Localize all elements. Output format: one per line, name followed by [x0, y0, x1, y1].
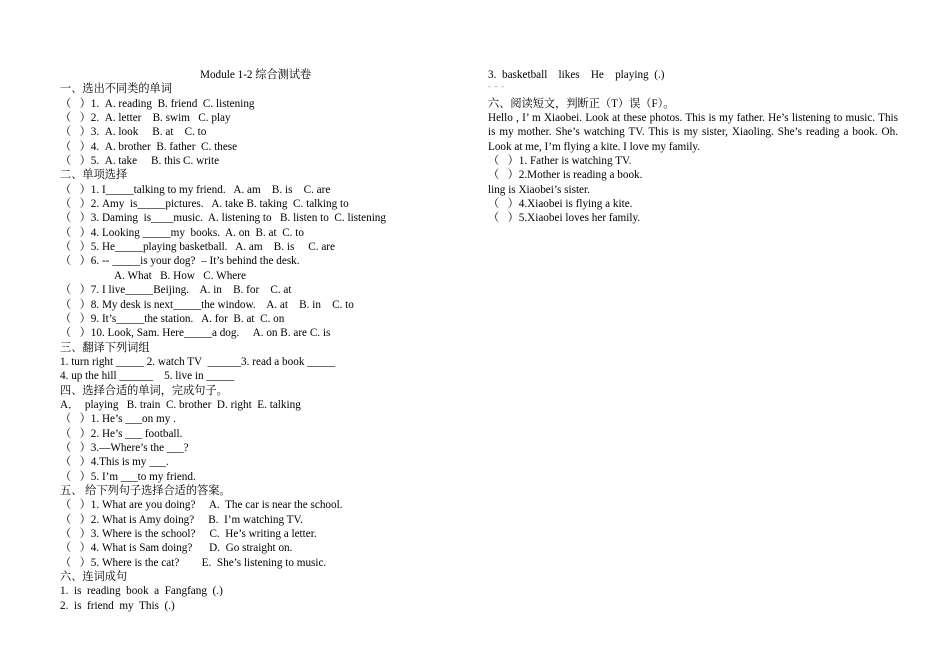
left-column [60, 68, 468, 613]
dash-mark: - - - [488, 82, 505, 92]
question-line: （ ）9. It’s_____the station. A. for B. at C. on [60, 312, 285, 325]
judge-line: ling is Xiaobei’s sister. [488, 183, 590, 196]
section-4-heading: 四、选择合适的单词，完成句子。 [60, 384, 228, 397]
match-line: （ ）5. Where is the cat? E. She’s listening to music. [60, 556, 327, 569]
right-column [488, 68, 898, 226]
question-line: （ ）2. Amy is_____pictures. A. take B. taking C. talking to [60, 198, 349, 211]
question-line: （ ）8. My desk is next_____the window. A. at B. in C. to [60, 298, 354, 311]
section-3-heading: 三、翻译下列词组 [60, 341, 150, 354]
question-line: （ ）1. A. reading B. friend C. listening [60, 97, 255, 110]
sentence-line: 1. is reading book a Fangfang (.) [60, 585, 223, 598]
question-line: （ ）5. A. take B. this C. write [60, 155, 220, 168]
question-line: （ ）10. Look, Sam. Here_____a dog. A. on B. are C. is [60, 327, 331, 340]
match-line: （ ）2. What is Amy doing? B. I’m watching TV. [60, 513, 303, 526]
question-line: （ ）2. A. letter B. swim C. play [60, 112, 231, 125]
question-line: （ ）3.—Where’s the ___? [60, 441, 189, 454]
judge-line: （ ）5.Xiaobei loves her family. [488, 212, 641, 225]
question-line: （ ）6. -- _____is your dog? – It’s behind the desk. [60, 255, 300, 268]
judge-line: （ ）1. Father is watching TV. [488, 155, 632, 168]
question-line: （ ）4. A. brother B. father C. these [60, 140, 238, 153]
reading-passage: Hello , I’ m Xiaobei. Look at these photos. This is my father. He’s listening to music. This is my mother. She’s watching TV. This is my sister, Xiaoling. She’s reading a book. Oh. Look at me, I’m flying a kite. I love my family. [488, 112, 898, 153]
question-line: （ ）5. He_____playing basketball. A. am B. is C. are [60, 241, 335, 254]
question-options: A. What B. How C. Where [114, 269, 246, 282]
question-line: （ ）7. I live_____Beijing. A. in B. for C. at [60, 284, 292, 297]
page-title: Module 1-2 综合测试卷 [200, 69, 312, 81]
question-line: （ ）2. He’s ___ football. [60, 427, 183, 440]
match-line: （ ）1. What are you doing? A. The car is near the school. [60, 499, 343, 512]
question-line: （ ）1. I_____talking to my friend. A. am B. is C. are [60, 183, 331, 196]
question-line: （ ）1. He’s ___on my . [60, 413, 176, 426]
section-1-heading: 一、选出不同类的单词 [60, 83, 172, 96]
section-6-heading: 六、连词成句 [60, 571, 128, 584]
judge-line: （ ）2.Mother is reading a book. [488, 169, 643, 182]
section-2-heading: 二、单项选择 [60, 169, 128, 182]
word-bank: A． playing B. train C. brother D. right E. talking [60, 398, 301, 411]
translation-line: 1. turn right _____ 2. watch TV ______3. read a book _____ [60, 355, 336, 368]
section-5-heading: 五、 给下列句子选择合适的答案。 [60, 484, 231, 497]
sentence-line: 3. basketball likes He playing (.) [488, 69, 665, 81]
question-line: （ ）3. A. look B. at C. to [60, 126, 207, 139]
judge-line: （ ）4.Xiaobei is flying a kite. [488, 198, 633, 211]
question-line: （ ）5. I’m ___to my friend. [60, 470, 196, 483]
match-line: （ ）4. What is Sam doing? D. Go straight on. [60, 542, 293, 555]
question-line: （ ）4. Looking _____my books. A. on B. at C. to [60, 226, 304, 239]
translation-line: 4. up the hill ______ 5. live in _____ [60, 370, 235, 383]
reading-section-heading: 六、阅读短文，判断正（T）误（F）。 [488, 97, 675, 110]
sentence-line: 2. is friend my This (.) [60, 599, 175, 612]
question-line: （ ）4.This is my ___. [60, 456, 169, 469]
question-line: （ ）3. Daming is____music. A. listening to B. listen to C. listening [60, 212, 386, 225]
match-line: （ ）3. Where is the school? C. He’s writing a letter. [60, 528, 317, 540]
